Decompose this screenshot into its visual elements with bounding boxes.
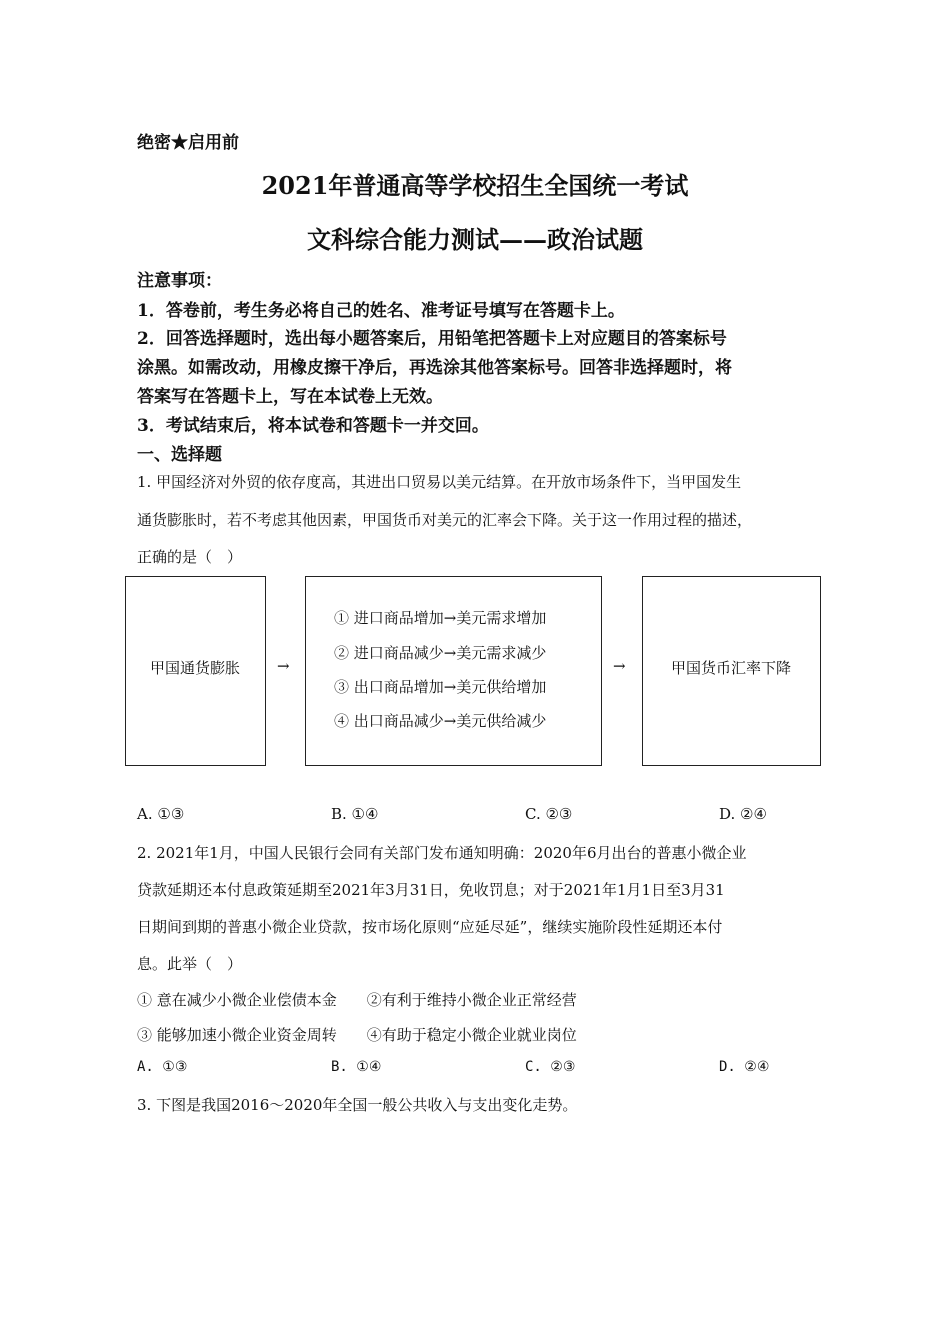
q2-option-c[interactable]: C. ②③ bbox=[525, 1059, 576, 1075]
question-3-text: 3. 下图是我国2016～2020年全国一般公共收入与支出变化走势。 bbox=[137, 1096, 578, 1114]
question-2-text: 2. 2021年1月，中国人民银行会同有关部门发布通知明确：2020年6月出台的普惠小微企业 bbox=[137, 844, 747, 862]
question-1-text: 正确的是（ ） bbox=[137, 548, 243, 566]
q1-option-b[interactable]: B. ①④ bbox=[331, 805, 379, 823]
q2-statement: ③ 能够加速小微企业资金周转 ④有助于稳定小微企业就业岗位 bbox=[137, 1026, 577, 1044]
diagram-left-box bbox=[125, 576, 266, 766]
question-2-text: 日期间到期的普惠小微企业贷款，按市场化原则“应延尽延”，继续实施阶段性延期还本付 bbox=[137, 918, 723, 936]
q2-option-a[interactable]: A. ①③ bbox=[137, 1059, 188, 1075]
diagram-item: ③ 出口商品增加→美元供给增加 bbox=[334, 678, 547, 696]
notice-line: 涂黑。如需改动，用橡皮擦干净后，再选涂其他答案标号。回答非选择题时，将 bbox=[137, 358, 732, 378]
question-1-text: 通货膨胀时，若不考虑其他因素，甲国货币对美元的汇率会下降。关于这一作用过程的描述， bbox=[137, 511, 753, 529]
diagram-item: ① 进口商品增加→美元需求增加 bbox=[334, 609, 547, 627]
diagram-arrow-2: → bbox=[613, 657, 626, 675]
exam-title: 2021年普通高等学校招生全国统一考试 bbox=[261, 171, 689, 200]
notice-line: 2．回答选择题时，选出每小题答案后，用铅笔把答题卡上对应题目的答案标号 bbox=[137, 329, 727, 349]
notice-line: 1．答卷前，考生务必将自己的姓名、准考证号填写在答题卡上。 bbox=[137, 301, 625, 321]
diagram-right-text: 甲国货币汇率下降 bbox=[670, 659, 791, 677]
question-2-text: 息。此举（ ） bbox=[137, 955, 243, 973]
notice-line: 3．考试结束后，将本试卷和答题卡一并交回。 bbox=[137, 416, 489, 436]
q1-option-c[interactable]: C. ②③ bbox=[525, 805, 573, 823]
notice-heading: 注意事项： bbox=[137, 271, 222, 291]
notice-line: 答案写在答题卡上，写在本试卷上无效。 bbox=[137, 387, 443, 407]
q2-option-d[interactable]: D. ②④ bbox=[719, 1059, 770, 1075]
diagram-item: ② 进口商品减少→美元需求减少 bbox=[334, 644, 547, 662]
q2-statement: ① 意在减少小微企业偿债本金 ②有利于维持小微企业正常经营 bbox=[137, 991, 577, 1009]
diagram-arrow-1: → bbox=[277, 657, 290, 675]
question-2-text: 贷款延期还本付息政策延期至2021年3月31日，免收罚息；对于2021年1月1日至3月31 bbox=[137, 881, 725, 899]
q1-option-d[interactable]: D. ②④ bbox=[719, 805, 767, 823]
q1-option-a[interactable]: A. ①③ bbox=[137, 805, 185, 823]
diagram-left-text: 甲国通货膨胀 bbox=[149, 659, 240, 677]
section-heading: 一、选择题 bbox=[137, 445, 222, 465]
q2-option-b[interactable]: B. ①④ bbox=[331, 1059, 382, 1075]
diagram-right-box bbox=[642, 576, 821, 766]
diagram-middle-box bbox=[305, 576, 602, 766]
exam-subtitle: 文科综合能力测试——政治试题 bbox=[307, 225, 643, 254]
confidential-label: 绝密★启用前 bbox=[137, 133, 239, 153]
question-1-text: 1. 甲国经济对外贸的依存度高，其进出口贸易以美元结算。在开放市场条件下，当甲国发生 bbox=[137, 473, 742, 491]
diagram-item: ④ 出口商品减少→美元供给减少 bbox=[334, 712, 547, 730]
